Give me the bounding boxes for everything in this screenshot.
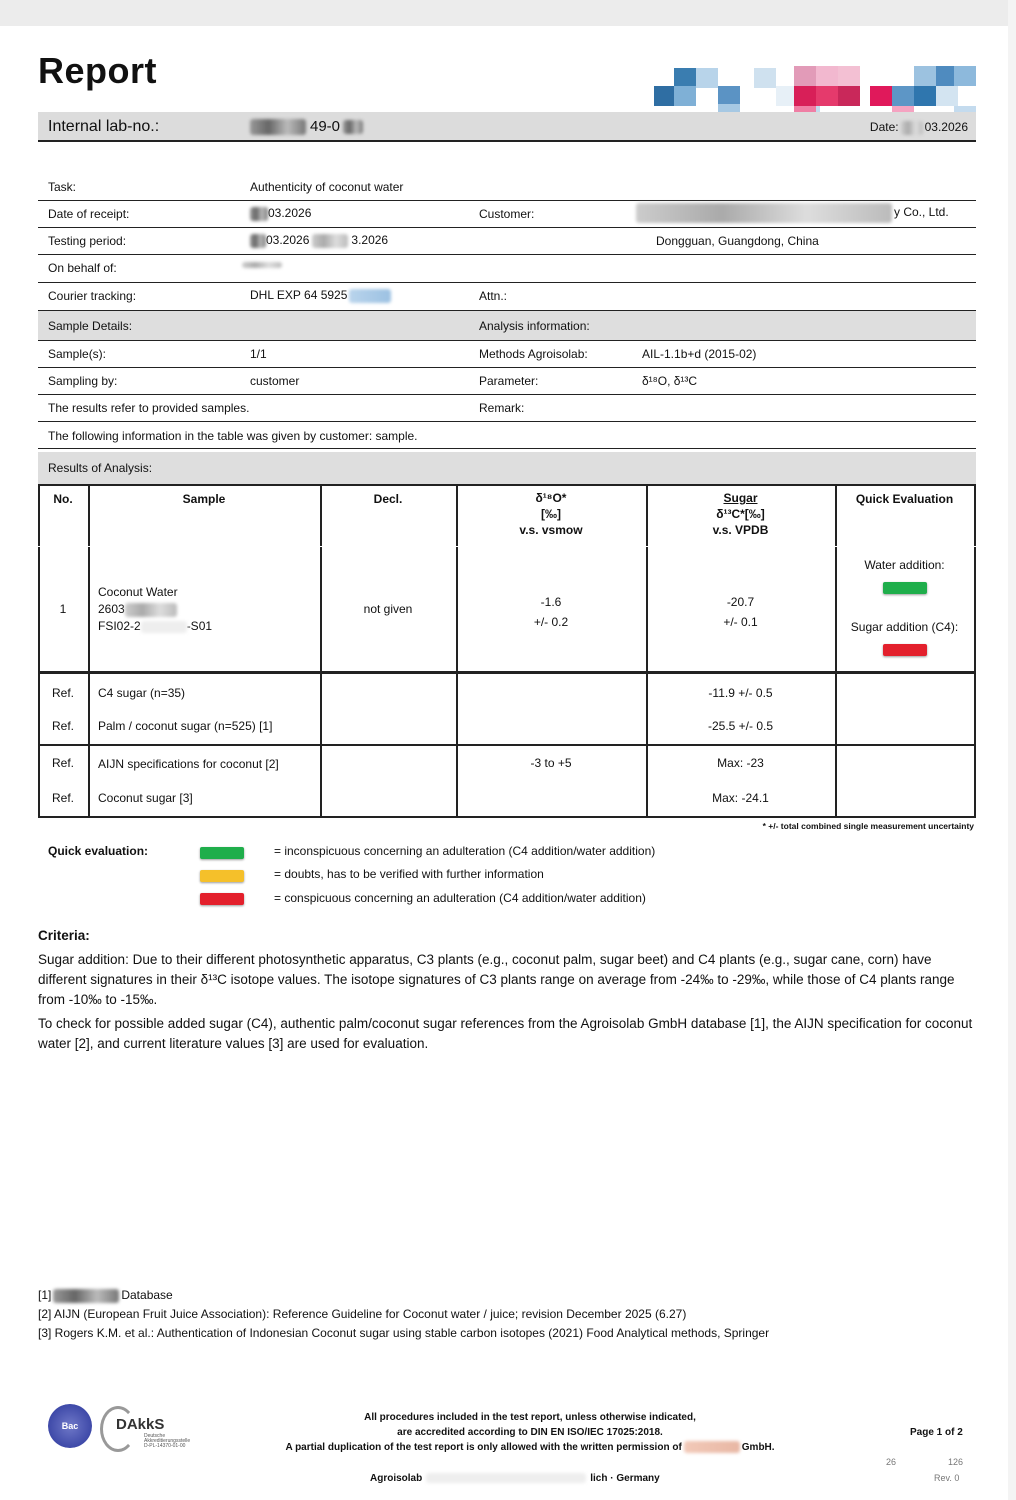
date-value: 03.2026 — [924, 120, 968, 134]
accreditation-badge-icon — [48, 1404, 92, 1448]
footer-address — [370, 1473, 660, 1484]
row1-sample-id-a: FSI02-2 — [98, 619, 141, 633]
samples-value: 1/1 — [250, 347, 267, 361]
attn-label: Attn.: — [479, 289, 508, 303]
page-title: Report — [38, 50, 157, 91]
row1-o18-value: -1.6 — [540, 595, 562, 609]
footer-address-b: lich · Germany — [590, 1473, 660, 1484]
redaction — [636, 203, 892, 223]
footer-line-3-text: A partial duplication of the test report is only allowed with the written permission of — [285, 1442, 682, 1453]
row1-no: 1 — [59, 602, 67, 616]
remark-label: Remark: — [479, 401, 525, 415]
reference-1-text: Database — [121, 1288, 173, 1302]
table-thick-line — [38, 671, 976, 674]
dakks-sub-3: D-PL-14370-01-00 — [144, 1443, 186, 1449]
row1-c13-uncertainty: +/- 0.1 — [723, 615, 758, 629]
testing-value — [250, 233, 388, 248]
parameter-label: Parameter: — [479, 374, 539, 388]
col-decl-header: Decl. — [373, 492, 403, 506]
row1-o18-uncertainty: +/- 0.2 — [533, 615, 569, 629]
badge-text: Bac — [61, 1421, 79, 1431]
analysis-info-label: Analysis information: — [479, 319, 590, 333]
task-row — [38, 174, 976, 201]
methods-label: Methods Agroisolab: — [479, 347, 588, 361]
footer-address-a: Agroisolab — [370, 1473, 423, 1484]
legend-yellow-text: = doubts, has to be verified with further information — [274, 867, 544, 881]
revision-label: Rev. 0 — [934, 1473, 960, 1483]
reference-3: [3] Rogers K.M. et al.: Authentication of Indonesian Coconut sugar using stable carbon isotopes (2021) Food Analytical methods, Springer — [38, 1326, 770, 1340]
ref-label: Ref. — [51, 686, 74, 700]
results-header — [38, 452, 976, 484]
redaction — [426, 1473, 586, 1483]
courier-row — [38, 283, 976, 311]
dakks-sub-1: Deutsche — [144, 1433, 166, 1439]
ref-sample: AIJN specifications for coconut [2] — [98, 757, 279, 771]
references — [38, 1286, 769, 1343]
customer-name: y Co., Ltd. — [894, 205, 949, 220]
courier-value — [250, 288, 391, 303]
sampling-value: customer — [250, 374, 300, 388]
dakks-logo — [100, 1404, 212, 1452]
behalf-label: On behalf of: — [48, 261, 117, 275]
redaction — [684, 1441, 740, 1453]
reference-1-prefix: [1] — [38, 1288, 52, 1302]
ref-label: Ref. — [51, 791, 74, 805]
row1-sample-id-b: -S01 — [186, 619, 213, 633]
courier-label: Courier tracking: — [48, 289, 137, 303]
sampling-row — [38, 368, 976, 395]
lab-no-text: 49-0 — [310, 118, 341, 135]
task-label: Task: — [48, 180, 77, 194]
footer-line-2: are accredited according to DIN EN ISO/IEC 17025:2018. — [397, 1427, 663, 1438]
redaction — [343, 120, 363, 134]
footer-accreditation-note — [250, 1410, 810, 1455]
ref-c13: Max: -24.1 — [712, 791, 769, 805]
table-bottom-line — [38, 816, 976, 818]
redaction — [349, 289, 391, 303]
receipt-value — [250, 206, 311, 221]
col-divider — [835, 484, 837, 818]
testing-label: Testing period: — [48, 234, 127, 248]
sampling-label: Sampling by: — [48, 374, 118, 388]
results-refer-text: The results refer to provided samples. — [48, 401, 250, 415]
sugar-header-line2: δ¹³C*[‰] — [716, 507, 765, 521]
right-edge-strip — [1008, 0, 1016, 1500]
given-info-row — [38, 422, 976, 449]
sugar-header-line1: Sugar — [723, 491, 758, 505]
header-spacer — [38, 546, 976, 547]
ref-label: Ref. — [51, 719, 74, 733]
lab-no-label: Internal lab-no.: — [48, 118, 160, 135]
company-logo-pixelated — [652, 40, 976, 100]
legend-yellow-swatch — [200, 870, 244, 882]
redaction — [250, 119, 306, 135]
dakks-text: DAkkS — [116, 1416, 165, 1433]
receipt-date: 03.2026 — [268, 206, 312, 220]
footer-line-3 — [250, 1440, 810, 1455]
results-refer-row — [38, 395, 976, 422]
footer-line-3-end: GmbH. — [741, 1442, 775, 1453]
row1-c13-value: -20.7 — [726, 595, 755, 609]
behalf-value — [242, 257, 282, 271]
receipt-label: Date of receipt: — [48, 207, 130, 221]
col-sugar-header — [646, 490, 835, 538]
water-addition-green-indicator — [883, 582, 927, 594]
col-no-header: No. — [53, 492, 73, 506]
legend-green-text: = inconspicuous concerning an adulteration (C4 addition/water addition) — [274, 844, 656, 858]
table-top-line — [38, 484, 976, 486]
methods-value: AIL-1.1b+d (2015-02) — [642, 347, 757, 361]
col-o18-header — [456, 490, 646, 538]
customer-value — [636, 203, 949, 223]
lab-no-value — [250, 118, 363, 135]
top-bar — [0, 0, 1016, 26]
customer-label: Customer: — [479, 207, 535, 221]
ref-sample: C4 sugar (n=35) — [98, 686, 186, 700]
row1-decl: not given — [363, 602, 413, 616]
redaction — [242, 262, 282, 268]
redaction — [901, 121, 923, 135]
criteria-heading: Criteria: — [38, 928, 90, 943]
quick-eval-label: Quick evaluation: — [48, 844, 149, 858]
testing-from: 03.2026 — [266, 233, 310, 247]
col-divider — [320, 484, 322, 818]
revision-code-b: 126 — [948, 1457, 964, 1467]
legend-red-swatch — [200, 893, 244, 905]
dakks-sub — [144, 1434, 190, 1449]
redaction — [141, 621, 187, 633]
sugar-addition-red-indicator — [883, 644, 927, 656]
results-label: Results of Analysis: — [48, 461, 153, 475]
redaction — [250, 234, 266, 248]
testing-row — [38, 228, 976, 255]
col-divider — [88, 484, 90, 818]
ref-label: Ref. — [51, 756, 74, 770]
row1-o18 — [456, 592, 646, 632]
criteria-paragraph-1: Sugar addition: Due to their different photosynthetic apparatus, C3 plants (e.g., coconut palm, sugar beet) and C4 plants (e.g., sugar cane, corn) have different signatures in their δ¹³C isotope values. The isotope signatures of C3 plants range on average from -24‰ to -29‰, while those of C4 plants range from -10‰ to -15‰. — [38, 952, 955, 1007]
ref-c13: Max: -23 — [717, 756, 764, 770]
date-label: Date: — [869, 120, 899, 134]
o18-header-line3: v.s. vsmow — [519, 523, 583, 537]
criteria-section — [38, 926, 978, 1054]
redaction — [125, 603, 177, 617]
sugar-header-line3: v.s. VPDB — [712, 523, 769, 537]
testing-to: 3.2026 — [351, 233, 389, 247]
ref-sample: Coconut sugar [3] — [98, 791, 193, 805]
table-border-right — [974, 484, 976, 818]
customer-address: Dongguan, Guangdong, China — [656, 234, 819, 248]
reference-2: [2] AIJN (European Fruit Juice Association): Reference Guideline for Coconut water / juice; revision December 2025 (6.27) — [38, 1307, 687, 1321]
lab-number-header — [38, 112, 976, 142]
sample-details-header — [38, 311, 976, 341]
parameter-value: δ¹⁸O, δ¹³C — [642, 374, 698, 388]
ref-c13: -25.5 +/- 0.5 — [707, 719, 774, 733]
ref-o18: -3 to +5 — [530, 756, 572, 770]
task-value: Authenticity of coconut water — [250, 180, 404, 194]
redaction — [312, 234, 348, 248]
revision-code-a: 26 — [886, 1457, 897, 1467]
legend-red-text: = conspicuous concerning an adulteration (C4 addition/water addition) — [274, 891, 646, 905]
col-sample-header: Sample — [182, 492, 226, 506]
redaction — [250, 207, 268, 221]
footer-line-1: All procedures included in the test report, unless otherwise indicated, — [364, 1412, 696, 1423]
table-line — [38, 744, 976, 746]
behalf-row — [38, 255, 976, 283]
uncertainty-footnote: * +/- total combined single measurement uncertainty — [762, 821, 974, 831]
redaction — [53, 1289, 119, 1303]
sugar-addition-label: Sugar addition (C4): — [850, 620, 959, 634]
legend-green-swatch — [200, 847, 244, 859]
reference-1 — [38, 1286, 769, 1305]
given-info-text: The following information in the table was given by customer: sample. — [48, 429, 418, 443]
criteria-paragraph-2: To check for possible added sugar (C4), authentic palm/coconut sugar references from the Agroisolab GmbH database [1], the AIJN specification for coconut water [2], and current literature values [3] are used for evaluation. — [38, 1016, 973, 1051]
water-addition-label: Water addition: — [864, 558, 945, 572]
report-date — [870, 120, 968, 135]
samples-label: Sample(s): — [48, 347, 107, 361]
o18-header-line2: [‰] — [541, 507, 561, 521]
row1-sample — [98, 584, 212, 635]
ref-c13: -11.9 +/- 0.5 — [708, 686, 773, 700]
o18-header-line1: δ¹⁸O* — [535, 491, 567, 505]
page-number: Page 1 of 2 — [910, 1427, 963, 1438]
ref-sample: Palm / coconut sugar (n=525) [1] — [98, 719, 273, 733]
row1-sample-name: Coconut Water — [98, 585, 178, 599]
samples-row — [38, 341, 976, 368]
dakks-sub-2: Akkreditierungsstelle — [144, 1438, 191, 1444]
receipt-row — [38, 201, 976, 228]
col-quick-header: Quick Evaluation — [855, 492, 954, 506]
sample-details-label: Sample Details: — [48, 319, 133, 333]
row1-sample-code: 2603 — [98, 602, 125, 616]
results-table — [38, 484, 976, 818]
courier-number: DHL EXP 64 5925 — [250, 288, 348, 302]
row1-c13 — [646, 592, 835, 632]
